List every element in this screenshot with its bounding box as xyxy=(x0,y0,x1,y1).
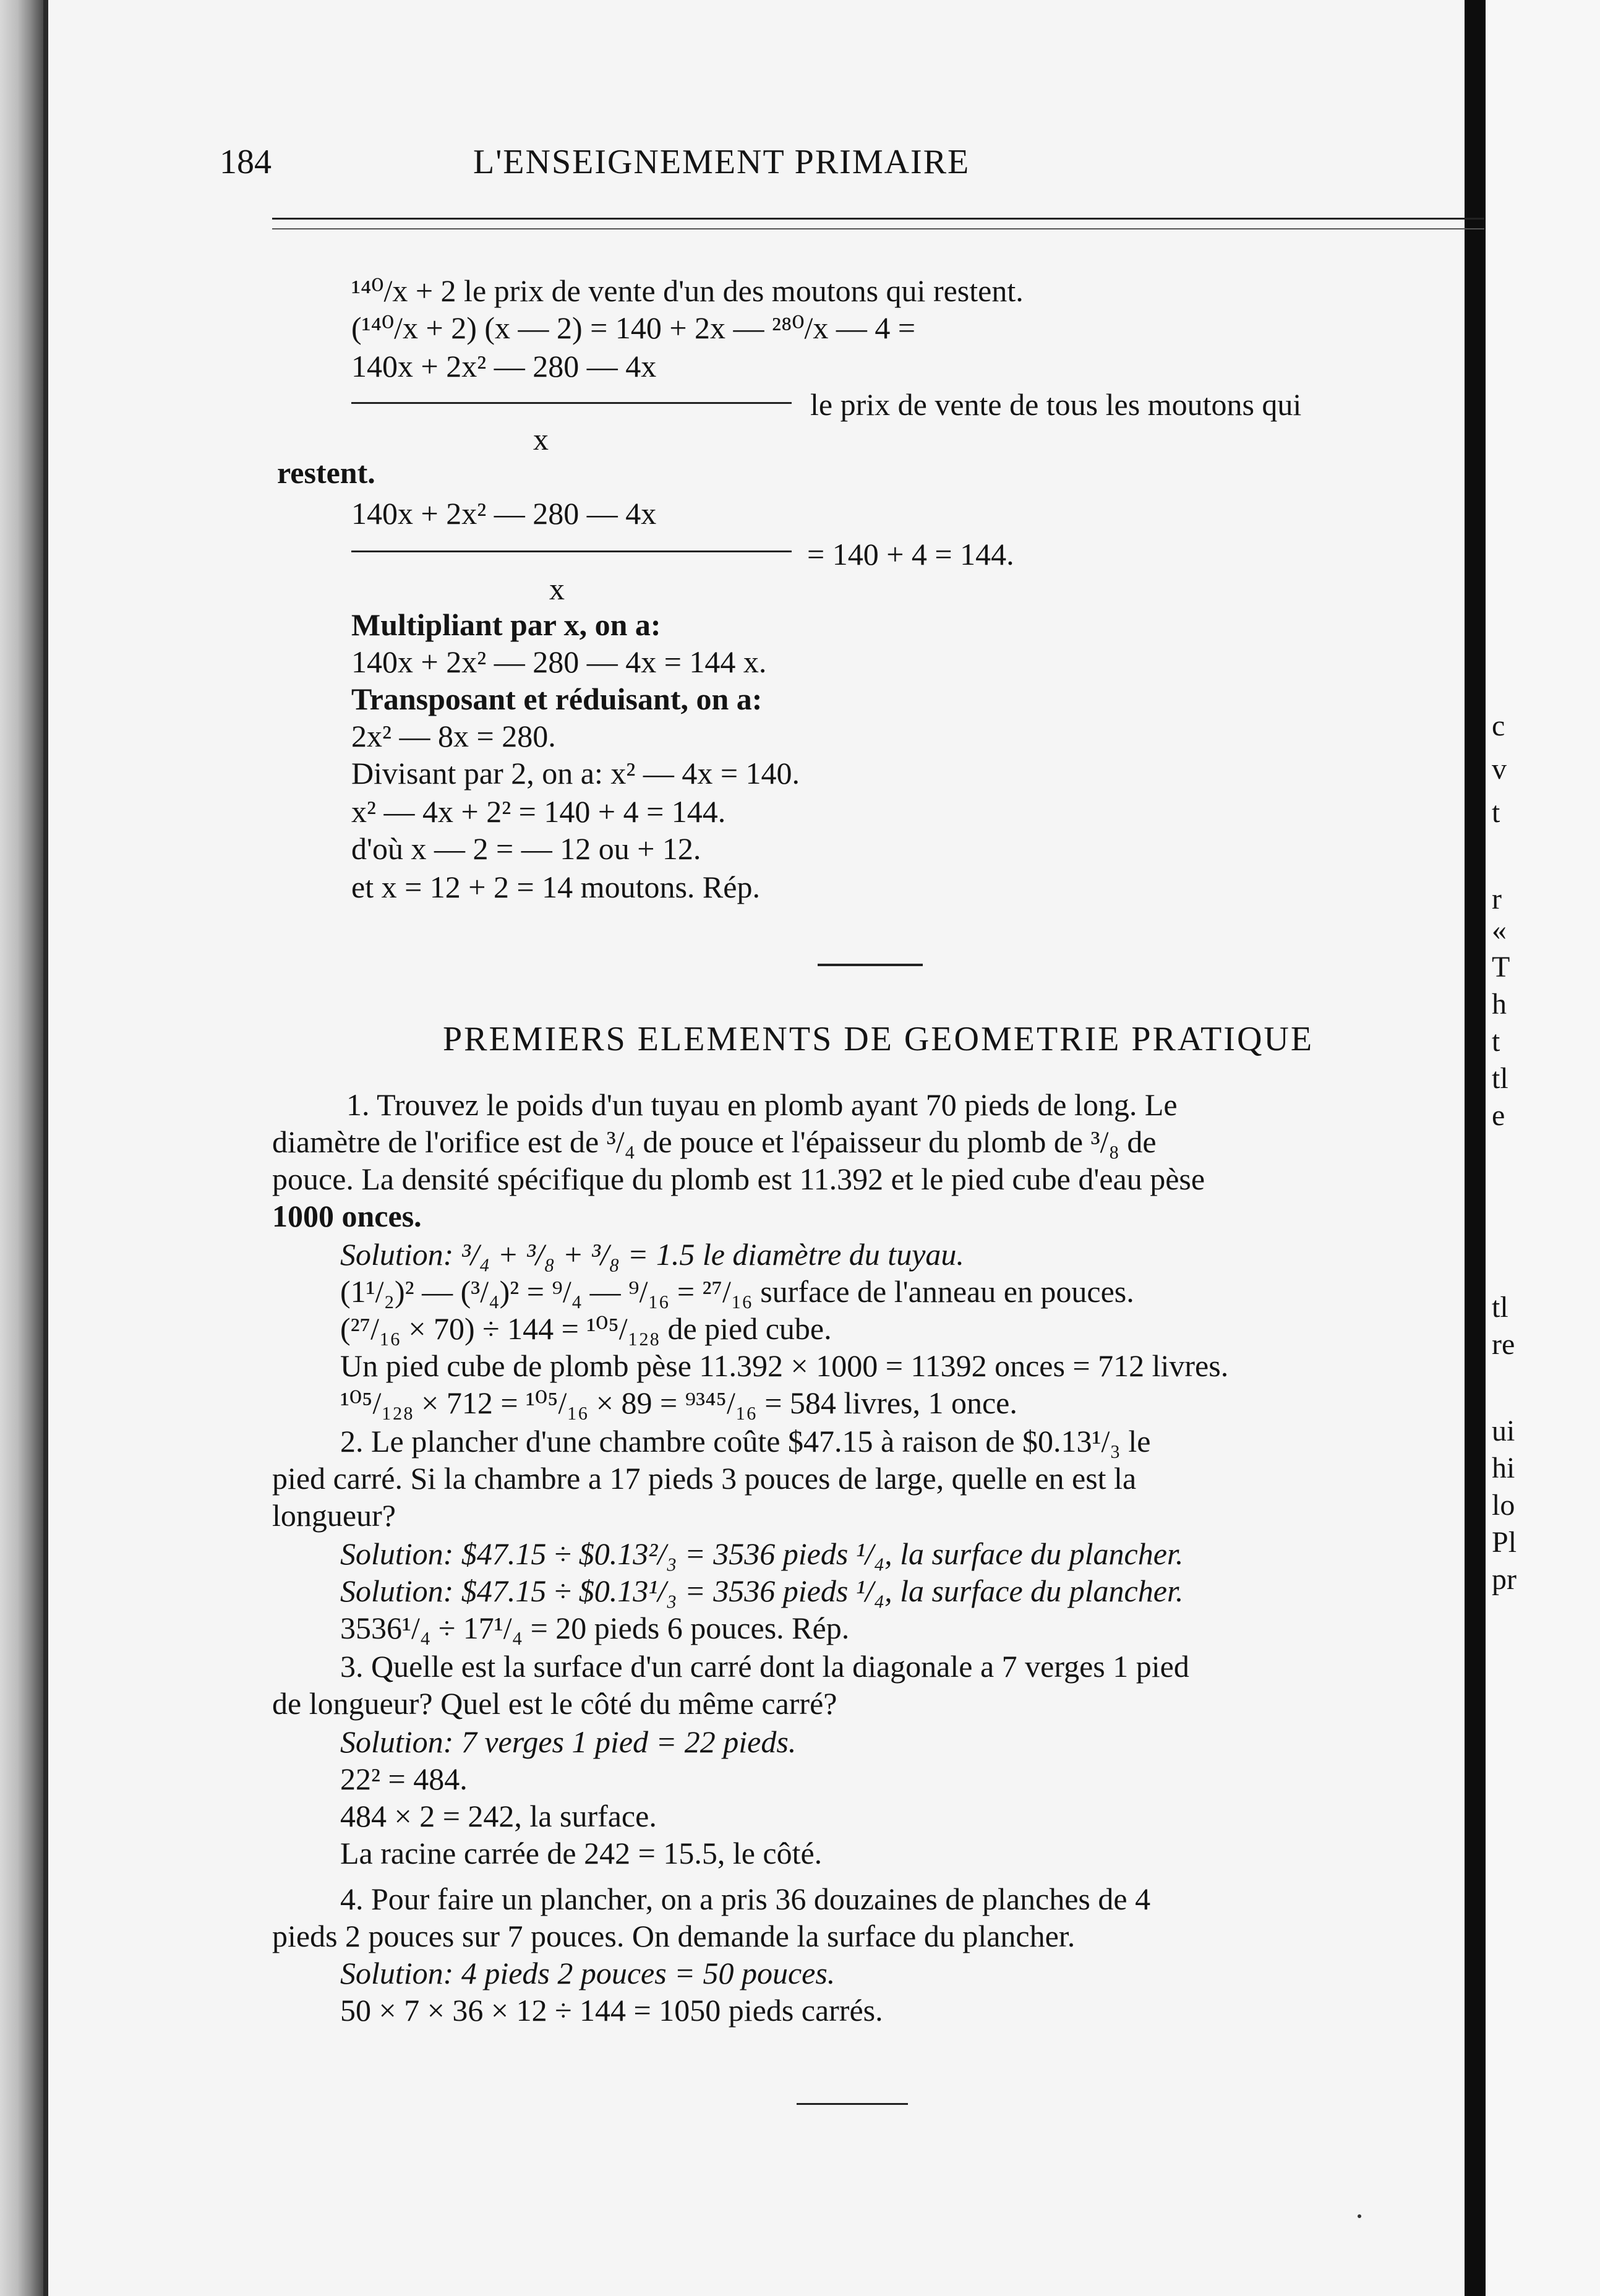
problem-text: de longueur? Quel est le côté du même carré? xyxy=(272,1686,837,1721)
facing-fragment: c xyxy=(1492,709,1505,742)
fraction-numerator: 140x + 2x² — 280 — 4x xyxy=(351,349,657,383)
solution-line: ¹⁰⁵/₁₂₈ × 712 = ¹⁰⁵/₁₆ × 89 = ⁹³⁴⁵/₁₆ = 584 livres, 1 once. xyxy=(340,1386,1017,1420)
solution-line: (²⁷/₁₆ × 70) ÷ 144 = ¹⁰⁵/₁₂₈ de pied cube. xyxy=(340,1311,832,1346)
solution-line: Solution: 7 verges 1 pied = 22 pieds. xyxy=(340,1724,797,1759)
problem-text: 3. Quelle est la surface d'un carré dont la diagonale a 7 verges 1 pied xyxy=(340,1649,1189,1684)
problem-text: pouce. La densité spécifique du plomb est 11.392 et le pied cube d'eau pèse xyxy=(272,1162,1205,1196)
algebra-step: d'où x — 2 = — 12 ou + 12. xyxy=(351,831,701,866)
facing-fragment: T xyxy=(1492,951,1510,983)
algebra-step: 140x + 2x² — 280 — 4x = 144 x. xyxy=(351,645,767,679)
facing-fragment: h xyxy=(1492,988,1507,1021)
facing-fragment: r xyxy=(1492,883,1502,915)
facing-fragment: tl xyxy=(1492,1062,1508,1095)
section-divider xyxy=(818,964,923,966)
fraction-numerator: 140x + 2x² — 280 — 4x xyxy=(351,496,657,531)
problem-text: 2. Le plancher d'une chambre coûte $47.15 à raison de $0.13¹/₃ le xyxy=(340,1424,1151,1459)
facing-fragment: « xyxy=(1492,914,1507,946)
solution-line: 22² = 484. xyxy=(340,1762,468,1796)
solution-line: Solution: 4 pieds 2 pouces = 50 pouces. xyxy=(340,1956,836,1990)
facing-fragment: lo xyxy=(1492,1489,1515,1522)
algebra-step: 2x² — 8x = 280. xyxy=(351,719,556,753)
facing-fragment: ui xyxy=(1492,1415,1515,1447)
algebra-step: et x = 12 + 2 = 14 moutons. Rép. xyxy=(351,870,760,904)
problem-text: 1. Trouvez le poids d'un tuyau en plomb ayant 70 pieds de long. Le xyxy=(346,1087,1178,1122)
fraction-denominator: x xyxy=(533,422,549,456)
facing-fragment: tl xyxy=(1492,1291,1508,1324)
page-header xyxy=(220,142,1469,192)
algebra-step: Multipliant par x, on a: xyxy=(351,607,661,642)
facing-fragment: Pl xyxy=(1492,1526,1517,1559)
problem-text: pieds 2 pouces sur 7 pouces. On demande la surface du plancher. xyxy=(272,1919,1076,1953)
facing-fragment: hi xyxy=(1492,1452,1515,1484)
problem-text: 1000 onces. xyxy=(272,1199,422,1233)
algebra-line: (¹⁴⁰/x + 2) (x — 2) = 140 + 2x — ²⁸⁰/x — 4 = xyxy=(351,311,916,345)
fraction-denominator: x xyxy=(549,572,565,606)
solution-line: Un pied cube de plomb pèse 11.392 × 1000 = 11392 onces = 712 livres. xyxy=(340,1348,1229,1383)
paper-speck xyxy=(1358,2214,1361,2218)
header-rule xyxy=(272,218,1484,229)
problem-text: longueur? xyxy=(272,1498,396,1533)
facing-fragment: t xyxy=(1492,796,1500,829)
solution-line: Solution: ³/₄ + ³/₈ + ³/₈ = 1.5 le diamètre du tuyau. xyxy=(340,1237,964,1272)
algebra-line: ¹⁴⁰/x + 2 le prix de vente d'un des moutons qui restent. xyxy=(351,273,1024,308)
problem-text: pied carré. Si la chambre a 17 pieds 3 pouces de large, quelle en est la xyxy=(272,1461,1137,1496)
fraction-bar xyxy=(351,402,792,404)
solution-line: Solution: $47.15 ÷ $0.13¹/₃ = 3536 pieds ¹/₄, la surface du plancher. xyxy=(340,1574,1184,1608)
algebra-step: Transposant et réduisant, on a: xyxy=(351,682,763,716)
section-heading: PREMIERS ELEMENTS DE GEOMETRIE PRATIQUE xyxy=(442,1020,1314,1058)
algebra-step: Divisant par 2, on a: x² — 4x = 140. xyxy=(351,756,800,790)
running-title: L'ENSEIGNEMENT PRIMAIRE xyxy=(473,143,970,181)
facing-fragment: pr xyxy=(1492,1563,1517,1596)
end-divider xyxy=(797,2103,908,2105)
problem-text: 4. Pour faire un plancher, on a pris 36 douzaines de planches de 4 xyxy=(340,1882,1151,1916)
solution-line: Solution: $47.15 ÷ $0.13²/₃ = 3536 pieds ¹/₄, la surface du plancher. xyxy=(340,1536,1184,1571)
facing-fragment: e xyxy=(1492,1099,1505,1132)
problem-text: diamètre de l'orifice est de ³/₄ de pouce et l'épaisseur du plomb de ³/₈ de xyxy=(272,1124,1157,1159)
fraction-bar xyxy=(351,550,792,552)
algebra-line: restent. xyxy=(277,455,375,490)
algebra-line: le prix de vente de tous les moutons qui xyxy=(810,387,1302,422)
solution-line: La racine carrée de 242 = 15.5, le côté. xyxy=(340,1836,823,1870)
solution-line: 484 × 2 = 242, la surface. xyxy=(340,1799,657,1833)
solution-line: 50 × 7 × 36 × 12 ÷ 144 = 1050 pieds carrés. xyxy=(340,1993,883,2028)
page-number: 184 xyxy=(220,143,272,181)
facing-fragment: v xyxy=(1492,753,1507,786)
facing-page-edge xyxy=(1465,0,1600,2296)
book-gutter-left xyxy=(0,0,43,2296)
algebra-line: = 140 + 4 = 144. xyxy=(807,537,1014,572)
solution-line: (1¹/₂)² — (³/₄)² = ⁹/₄ — ⁹/₁₆ = ²⁷/₁₆ surface de l'anneau en pouces. xyxy=(340,1274,1134,1309)
facing-fragment: re xyxy=(1492,1328,1515,1361)
facing-fragment: t xyxy=(1492,1025,1500,1058)
algebra-step: x² — 4x + 2² = 140 + 4 = 144. xyxy=(351,794,726,829)
solution-line: 3536¹/₄ ÷ 17¹/₄ = 20 pieds 6 pouces. Rép. xyxy=(340,1611,850,1645)
